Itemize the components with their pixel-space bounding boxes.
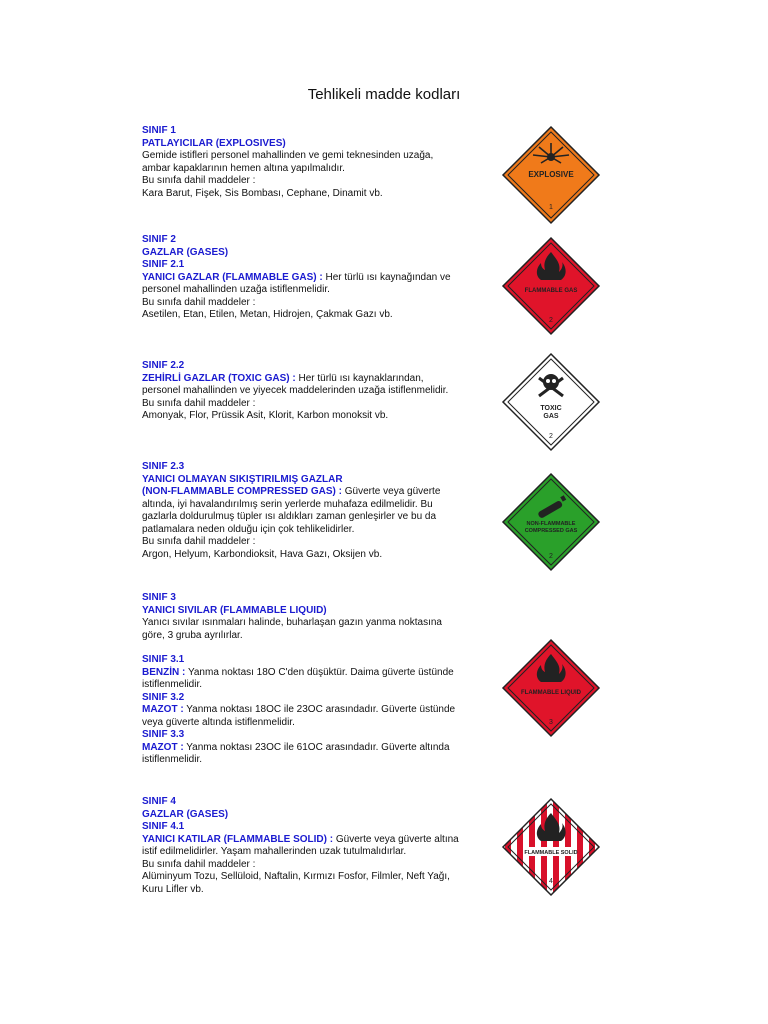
- description-line: Her türlü ısı kaynağından ve: [322, 271, 451, 283]
- subclass-title: (NON-FLAMMABLE COMPRESSED GAS) :: [142, 486, 342, 497]
- subclass-heading: SINIF 2.2: [142, 360, 185, 371]
- subclass-heading: SINIF 4.1: [142, 821, 185, 832]
- description-line: Her türlü ısı kaynaklarından,: [295, 372, 424, 384]
- section-class-4: [142, 796, 492, 896]
- section-class-2: [142, 234, 492, 322]
- non-flammable-gas-placard: [501, 472, 601, 572]
- section-class-2-3: [142, 461, 492, 561]
- included-label: Bu sınıfa dahil maddeler :: [142, 296, 256, 308]
- placard-label: FLAMMABLE LIQUID: [521, 690, 581, 696]
- placard-label: GAS: [543, 413, 559, 420]
- description-line: patlamalara neden olduğu için çok tehlikelidirler.: [142, 523, 355, 535]
- subclass-title: ZEHİRLİ GAZLAR (TOXIC GAS) :: [142, 372, 296, 384]
- subclass-title: MAZOT :: [142, 704, 184, 715]
- section-class-3: [142, 592, 492, 642]
- description-line: Yanıcı sıvılar ısınmaları halinde, buharlaşan gazın yanma noktasına: [142, 617, 442, 628]
- class-heading: SINIF 3: [142, 592, 176, 603]
- included-items: Asetilen, Etan, Etilen, Metan, Hidrojen, Çakmak Gazı vb.: [142, 309, 393, 320]
- subclass-title: BENZİN :: [142, 666, 186, 678]
- class-heading: SINIF 4: [142, 796, 176, 807]
- placard-label: TOXIC: [540, 405, 562, 412]
- subclass-title: MAZOT :: [142, 741, 184, 753]
- placard-number: 2: [549, 433, 553, 440]
- class-subheading: PATLAYICILAR (EXPLOSIVES): [142, 137, 286, 149]
- description-line: Güverte veya güverte altına: [333, 833, 459, 845]
- placard-number: 2: [549, 553, 553, 560]
- section-class-2-2: [142, 360, 492, 423]
- flammable-liquid-placard: [501, 638, 601, 738]
- description-line: gazlarla doldurulmuş tüpler ısı aldıkları zaman genleşirler ve bu da: [142, 511, 437, 522]
- page-title: Tehlikeli madde kodları: [307, 86, 461, 103]
- class-heading: SINIF 2: [142, 234, 176, 245]
- toxic-gas-placard: [501, 352, 601, 452]
- description-line: Yanma noktası 18O C'den düşüktür. Daima güverte üstünde: [185, 666, 454, 678]
- description-line: Yanma noktası 18OC ile 23OC arasındadır. Güverte üstünde: [183, 704, 456, 715]
- description-line: istif edilmelidirler. Yaşam mahallerinden uzak tutulmalıdırlar.: [142, 846, 407, 857]
- description-line: istiflenmelidir.: [142, 754, 203, 765]
- placard-number: 3: [549, 719, 553, 726]
- subclass-heading: SINIF 2.1: [142, 259, 185, 270]
- included-label: Bu sınıfa dahil maddeler :: [142, 536, 256, 547]
- section-class-1: [142, 125, 492, 200]
- class-heading: SINIF 1: [142, 125, 176, 136]
- description-line: Yanma noktası 23OC ile 61OC arasındadır. Güverte altında: [183, 741, 450, 753]
- description-line: personel mahallinden uzağa istiflenmelidir.: [142, 284, 330, 295]
- included-items: Kuru Lifler vb.: [142, 883, 204, 895]
- included-items: Kara Barut, Fişek, Sis Bombası, Cephane, Dinamit vb.: [142, 187, 383, 199]
- class-subheading: YANICI SIVILAR (FLAMMABLE LIQUID): [142, 604, 327, 616]
- subclass-title: YANICI OLMAYAN SIKIŞTIRILMIŞ GAZLAR: [142, 473, 343, 485]
- included-items: Amonyak, Flor, Prüssik Asit, Klorit, Karbon monoksit vb.: [142, 410, 389, 421]
- included-items: Argon, Helyum, Karbondioksit, Hava Gazı, Oksijen vb.: [142, 548, 383, 560]
- flammable-gas-placard: [501, 236, 601, 336]
- subclass-title: YANICI GAZLAR (FLAMMABLE GAS) :: [142, 271, 323, 283]
- subclass-heading: SINIF 2.3: [142, 461, 185, 472]
- placard-label: NON-FLAMMABLE: [526, 521, 576, 527]
- subclass-title: YANICI KATILAR (FLAMMABLE SOLID) :: [142, 833, 334, 845]
- description-line: altında, iyi havalandırılmış serin yerlerde muhafaza edilmelidir. Bu: [142, 498, 433, 510]
- included-items: Alüminyum Tozu, Sellüloid, Naftalin, Kırmızı Fosfor, Filmler, Neft Yağı,: [142, 871, 450, 882]
- subclass-heading: SINIF 3.2: [142, 691, 185, 703]
- included-label: Bu sınıfa dahil maddeler :: [142, 175, 256, 186]
- section-class-3-subclasses: [142, 654, 492, 767]
- placard-label: FLAMMABLE GAS: [524, 288, 578, 294]
- subclass-heading: SINIF 3.1: [142, 654, 185, 665]
- description-line: göre, 3 gruba ayrılırlar.: [142, 629, 243, 641]
- description-line: ambar kapaklarının hemen altına yapılmalıdır.: [142, 162, 345, 174]
- placard-number: 2: [549, 317, 553, 324]
- included-label: Bu sınıfa dahil maddeler :: [142, 858, 256, 870]
- placard-label: EXPLOSIVE: [528, 170, 574, 179]
- flammable-solid-placard: [501, 797, 601, 897]
- placard-label: COMPRESSED GAS: [524, 528, 578, 534]
- description-line: Güverte veya güverte: [342, 486, 441, 497]
- description-line: personel mahallinden ve yiyecek maddelerinden uzağa istiflenmelidir.: [142, 385, 449, 396]
- class-subheading: GAZLAR (GASES): [142, 246, 229, 258]
- class-subheading: GAZLAR (GASES): [142, 808, 229, 820]
- description-line: istiflenmelidir.: [142, 679, 203, 690]
- description-line: veya güverte altında istiflenmelidir.: [142, 716, 295, 728]
- description-line: Gemide istifleri personel mahallinden ve gemi teknesinden uzağa,: [142, 150, 434, 161]
- included-label: Bu sınıfa dahil maddeler :: [142, 397, 256, 409]
- explosive-placard: [501, 125, 601, 225]
- subclass-heading: SINIF 3.3: [142, 729, 185, 740]
- placard-number: 1: [549, 204, 553, 211]
- placard-number: 4: [549, 878, 553, 885]
- placard-label: FLAMMABLE SOLID: [524, 850, 578, 856]
